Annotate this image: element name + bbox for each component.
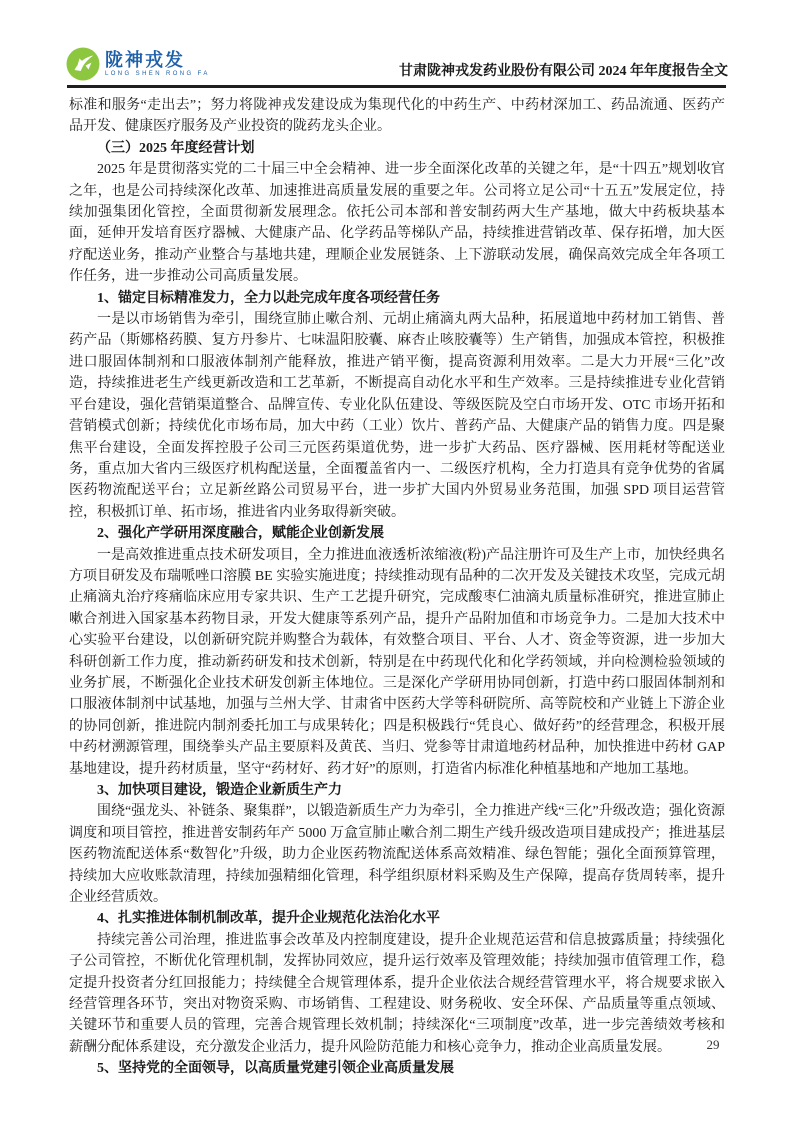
body-paragraph: 2025 年是贯彻落实党的二十届三中全会精神、进一步全面深化改革的关键之年，是“十四五”规划收官之年，也是公司持续深化改革、加速推进高质量发展的重要之年。公司将立足公司“十五五”发展定位，持续加强集团化管控，全面贯彻新发展理念。依托公司本部和普安制药两大生产基地，做大中药板块基本面，延伸开发培育医疗器械、大健康产品、化学药品等梯队产品，持续推进营销改革、保存拓增，加大医疗配送业务，推动产业整合与基地共建，理顺企业发展链条、上下游联动发展，确保高效完成全年各项工作任务，进一步推动公司高质量发展。 xyxy=(69,162,725,285)
section-heading: 2、强化产学研用深度融合，赋能企业创新发展 xyxy=(97,526,384,542)
section-heading: 5、坚持党的全面领导，以高质量党建引领企业高质量发展 xyxy=(97,1061,454,1077)
document-body xyxy=(69,95,725,1080)
header-divider xyxy=(67,85,726,88)
section-heading: 4、扎实推进体制机制改革，提升企业规范化法治化水平 xyxy=(97,911,440,927)
company-logo xyxy=(66,47,210,81)
body-paragraph: 围绕“强龙头、补链条、聚集群”，以锻造新质生产力为牵引，全力推进产线“三化”升级改造；强化资源调度和项目管控，推进普安制药年产 5000 万盒宣肺止嗽合剂二期生产线升级改造项目建成投产；推进基层医药物流配送体系“数智化”升级，助力企业医药物流配送体系高效精准、绿色智能；强化全面预算管理，持续加大应收账款清理，持续加强精细化管理，科学组织原材料采购及生产保障，提高存货周转率，提升企业经营质效。 xyxy=(69,804,725,906)
report-header-title: 甘肃陇神戎发药业股份有限公司 2024 年年度报告全文 xyxy=(399,64,728,79)
brand-name-en: LONG SHEN RONG FA xyxy=(105,71,210,77)
longshen-logo-icon xyxy=(66,47,100,81)
page-number: 29 xyxy=(706,1037,720,1052)
body-paragraph: 一是以市场销售为牵引，围绕宣肺止嗽合剂、元胡止痛滴丸两大品种，拓展道地中药材加工销售、普药产品（斯娜格药膜、复方丹参片、七味温阳胶囊、麻杏止咳胶囊等）生产销售，加强成本管控，积极推进口服固体制剂和口服液体制剂产能释放，推进产销平衡，提高资源利用效率。二是大力开展“三化”改造，持续推进老生产线更新改造和工艺革新，不断提高自动化水平和生产效率。三是持续推进专业化营销平台建设，强化营销渠道整合、品牌宣传、专业化队伍建设、等级医院及空白市场开发、OTC 市场开拓和营销模式创新；持续优化市场布局，加大中药（工业）饮片、普药产品、大健康产品的销售力度。四是聚焦平台建设，全面发挥控股子公司三元医药渠道优势，进一步扩大药品、医疗器械、医用耗材等配送业务，重点加大省内三级医疗机构配送量，全面覆盖省内一、二级医疗机构，全力打造具有竞争优势的省属医药物流配送平台；立足新丝路公司贸易平台，进一步扩大国内外贸易业务范围，加强 SPD 项目运营管控，积极抓订单、拓市场，推进省内业务取得新突破。 xyxy=(69,312,725,520)
section-heading: 3、加快项目建设，锻造企业新质生产力 xyxy=(97,783,342,798)
body-paragraph: 持续完善公司治理，推进监事会改革及内控制度建设，提升企业规范运营和信息披露质量；持续强化子公司管控，不断优化管理机制，发挥协同效应，提升运行效率及管理效能；持续加强市值管理工作，稳定提升投资者分红回报能力；持续健全合规管理体系，提升企业依法合规经营管理水平，将合规要求嵌入经营管理各环节，突出对物资采购、市场销售、工程建设、财务税收、安全环保、产品质量等重点领域、关键环节和重要人员的管理，完善合规管理长效机制；持续深化“三项制度”改革，进一步完善绩效考核和薪酬分配体系建设，充分激发企业活力，提升风险防范能力和核心竞争力，推动企业高质量发展。 xyxy=(69,932,725,1055)
section-heading: 1、锚定目标精准发力，全力以赴完成年度各项经营任务 xyxy=(97,290,440,306)
body-paragraph: 一是高效推进重点技术研发项目，全力推进血液透析浓缩液(粉)产品注册许可及生产上市，加快经典名方项目研发及布瑞哌唑口溶膜 BE 实验实施进度；持续推动现有品种的二次开发及关键技术攻坚，完成元胡止痛滴丸治疗疼痛临床应用专家共识、生产工艺提升研究，完成酸枣仁油滴丸质量标准研究，推进宣肺止嗽合剂进入国家基本药物目录，开发大健康等系列产品，提升产品附加值和市场竞争力。二是加大技术中心实验平台建设，以创新研究院并购整合为载体，有效整合项目、平台、人才、资金等资源，进一步加大科研创新工作力度，推动新药研发和技术创新，特别是在中药现代化和化学药领域，并向检测检验领域的业务扩展，不断强化企业技术研发创新主体地位。三是深化产学研用协同创新，打造中药口服固体制剂和口服液体制剂中试基地，加强与兰州大学、甘肃省中医药大学等科研院所、高等院校和产业链上下游企业的协同创新，推进院内制剂委托加工与成果转化；四是积极践行“凭良心、做好药”的经营理念，积极开展中药材溯源管理，围绕拳头产品主要原料及黄芪、当归、党参等甘肃道地药材品种，加快推进中药材 GAP 基地建设，提升药材质量，坚守“药材好、药才好”的原则，打造省内标准化种植基地和产地加工基地。 xyxy=(69,547,725,777)
section-heading: （三）2025 年度经营计划 xyxy=(97,140,255,156)
body-paragraph: 标准和服务“走出去”；努力将陇神戎发建设成为集现代化的中药生产、中药材深加工、药品流通、医药产品开发、健康医疗服务及产业投资的陇药龙头企业。 xyxy=(69,98,725,135)
brand-name-cn: 陇神戎发 xyxy=(105,50,185,70)
